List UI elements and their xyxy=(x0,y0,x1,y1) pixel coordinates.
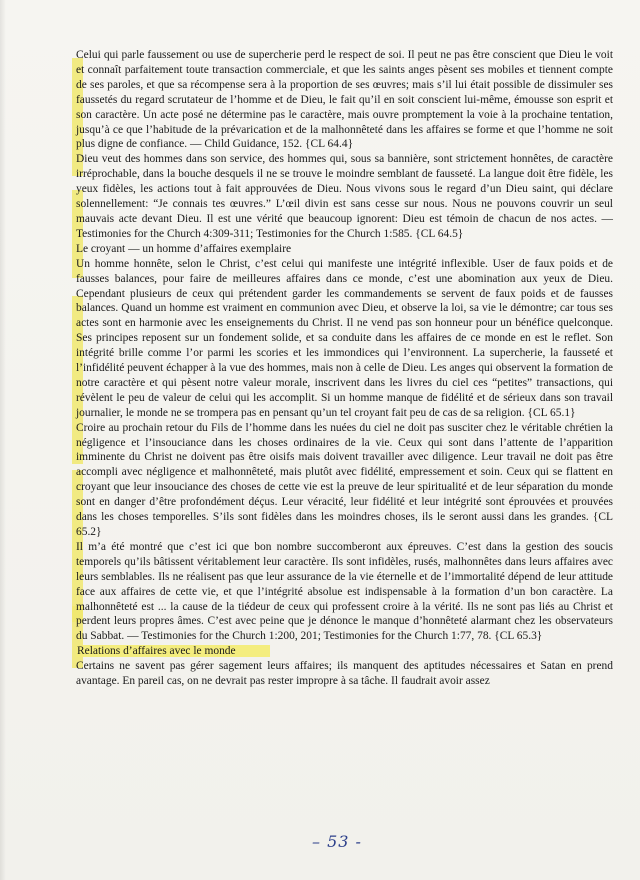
page-edge-shadow xyxy=(0,0,6,880)
paragraph-cl-65-3: Il m’a été montré que c’est ici que bon nombre succomberont aux épreuves. C’est dans la gestion des soucis temporels qu’ils bâtissent véritablement leur caractère. Ils sont infidèles, rusés, malhonnêtes dans leurs affaires avec leurs semblables. Ils ne réalisent pas que leur assurance de la vie éternelle et de l’immortalité dépend de leur attitude face aux affaires de cette vie, et que l’intégrité absolue est indispensable à la formation d’un bon caractère. La malhonnêteté est ... la cause de la tiédeur de ceux qui professent croire à la vérité. Ils ne sont pas liés au Christ et perdent leurs propres âmes. C’est avec peine que je dénonce le manque d’honnêteté alarmant chez les observateurs du Sabbat. — Testimonies for the Church 1:200, 201; Testimonies for the Church 1:77, 78. {CL 65.3} xyxy=(76,540,613,643)
document-body xyxy=(76,48,613,689)
paragraph-cl-65-1: Un homme honnête, selon le Christ, c’est celui qui manifeste une intégrité inflexible. User de faux poids et de fausses balances, pour faire de meilleures affaires dans ce monde, c’est une abomination aux yeux de Dieu. Cependant plusieurs de ceux qui prétendent garder les commandements se servent de faux poids et de fausses balances. Quand un homme est vraiment en communion avec Dieu, et observe la loi, sa vie le démontre; car tous ses actes sont en harmonie avec les enseignements du Christ. Il ne vend pas son honneur pour un bénéfice quelconque. Ses principes reposent sur un fondement solide, et sa conduite dans les affaires de ce monde en est le reflet. Son intégrité brille comme l’or parmi les scories et les immondices qui l’environnent. La supercherie, la fausseté et l’infidélité peuvent échapper à la vue des hommes, mais non à celle de Dieu. Les anges qui observent la formation de notre caractère et qui pèsent notre valeur morale, inscrivent dans les livres du ciel ces “petites” transactions, qui révèlent le peu de valeur de celui qui les accomplit. Si un homme manque de fidélité et de sérieux dans son travail journalier, le monde ne se trompera pas en pensant qu’un tel croyant fait peu de cas de sa religion. {CL 65.1} xyxy=(76,257,613,419)
section-heading-business-relations xyxy=(76,644,613,659)
section-heading-exemplary-believer: Le croyant — un homme d’affaires exemplaire xyxy=(76,242,292,255)
paragraph-cl-64-4: Celui qui parle faussement ou use de supercherie perd le respect de soi. Il peut ne pas être conscient que Dieu le voit et connaît parfaitement toute transaction commerciale, et que les saints anges pèsent ses mobiles et tiennent compte de ses paroles, et que sa récompense sera à la proportion de ses œuvres; mais s’il lui était possible de dissimuler ses faussetés du regard scrutateur de l’homme et de Dieu, le fait qu’il en soit conscient lui-même, émousse son esprit et son caractère. Un acte posé ne détermine pas le caractère, mais ouvre promptement la voie à la prochaine tentation, jusqu’à ce que l’habitude de la prévarication et de la malhonnêteté dans les affaires se forme et que l’homme ne soit plus digne de confiance. — Child Guidance, 152. {CL 64.4} xyxy=(76,49,613,151)
paragraph-continuing: Certains ne savent pas gérer sagement leurs affaires; ils manquent des aptitudes nécessaires et Satan en prend avantage. En pareil cas, on ne devrait pas rester impropre à sa tâche. Il faudrait avoir assez xyxy=(76,660,613,688)
page-number: – 53 - xyxy=(312,832,362,851)
paragraph-cl-65-2: Croire au prochain retour du Fils de l’homme dans les nuées du ciel ne doit pas susciter chez le véritable chrétien la négligence et l’insouciance dans les choses ordinaires de la vie. Ceux qui sont dans l’attente de l’apparition imminente du Christ ne doivent pas être oisifs mais doivent travailler avec diligence. Leur travail ne doit pas être accompli avec négligence et malhonnêteté, mais plutôt avec fidélité, empressement et soin. Ceux qui se flattent en croyant que leur insouciance des choses de cette vie est la preuve de leur spiritualité et de leur séparation du monde sont en danger d’être profondément déçus. Leur véracité, leur fidélité et leur intégrité sont éprouvées et prouvées dans les choses temporelles. S’ils sont fidèles dans les moindres choses, ils le seront aussi dans les grandes. {CL 65.2} xyxy=(76,421,613,538)
highlighted-heading-text: Relations d’affaires avec le monde xyxy=(76,645,270,657)
paragraph-cl-64-5: Dieu veut des hommes dans son service, des hommes qui, sous sa bannière, sont strictement honnêtes, de caractère irréprochable, dans la bouche desquels il ne se trouve le moindre semblant de fausseté. La langue doit être fidèle, les yeux fidèles, les actions tout à fait approuvées de Dieu. Nous vivons sous le regard d’un Dieu saint, qui déclare solennellement: “Je connais tes œuvres.” L’œil divin est sans cesse sur nous. Nous ne pouvons couvrir un seul mauvais acte devant Dieu. Il est une vérité que beaucoup ignorent: Dieu est témoin de chacun de nos actes. — Testimonies for the Church 4:309-311; Testimonies for the Church 1:585. {CL 64.5} xyxy=(76,153,613,240)
